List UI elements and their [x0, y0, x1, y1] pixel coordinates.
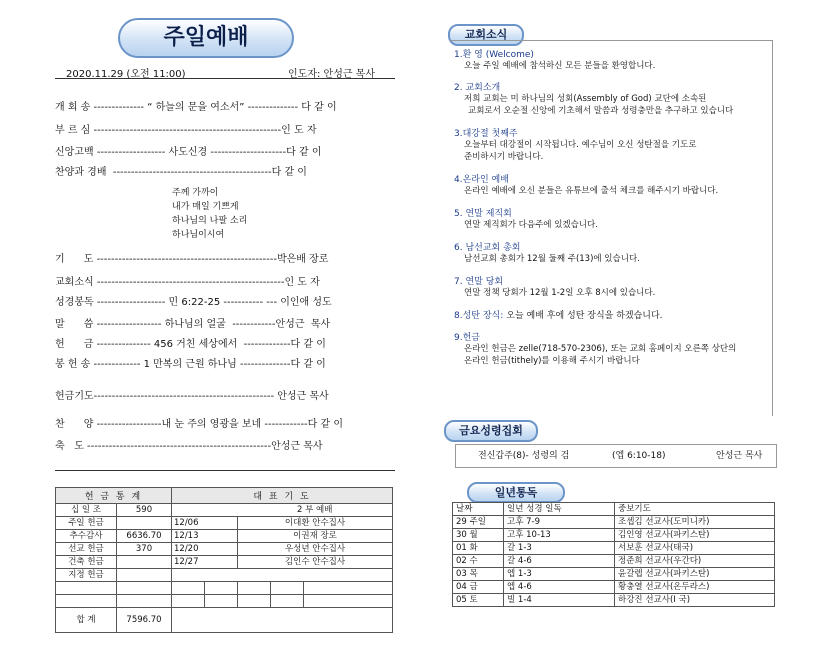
prayer-date: 12/27	[172, 556, 238, 569]
reading-col-header: 일년 성경 일독	[504, 503, 615, 516]
order-item: 말 씀 ------------------ 하나님의 얼굴 ------------안성근 목사	[55, 319, 331, 330]
news-item	[454, 126, 779, 163]
empty-cell	[172, 608, 393, 633]
empty-cell	[271, 582, 304, 595]
friday-preacher: 안성근 목사	[716, 451, 763, 461]
reading-cell: 30 월	[453, 529, 504, 542]
empty-cell	[271, 595, 304, 608]
order-item: 개 회 송 -------------- “ 하늘의 문을 여소서” -------------- 다 같 이	[55, 102, 337, 113]
praise-song: 주께 가까이	[172, 188, 219, 198]
reading-cell: 하강진 선교사(I 국)	[615, 594, 775, 607]
reading-cell: 윤갈렙 선교사(파키스탄)	[615, 568, 775, 581]
empty-cell	[205, 595, 238, 608]
news-body: 오늘 예배 후에 성탄 장식을 하겠습니다.	[506, 311, 663, 321]
news-body: 교회로서 오순절 신앙에 기초해서 말씀과 성령충만을 추구하고 있습니다	[468, 106, 734, 116]
table-row	[56, 582, 393, 595]
reading-cell: 01 화	[453, 542, 504, 555]
empty-cell	[172, 595, 205, 608]
reading-cell: 조셉김 선교사(도미니카)	[615, 516, 775, 529]
offering-label: 선교 헌금	[56, 543, 117, 556]
prayer-name: 이대환 안수집사	[238, 517, 393, 530]
reading-cell: 갈 4-6	[504, 555, 615, 568]
news-body: 온라인 헌금(tithely)를 이용해 주시기 바랍니다	[464, 356, 640, 366]
news-item	[454, 80, 779, 117]
order-item: 봉 헌 송 ------------- 1 만복의 근원 하나님 --------------다 같 이	[55, 359, 326, 370]
praise-songs	[172, 186, 247, 242]
reading-cell: 정준희 선교사(우간다)	[615, 555, 775, 568]
news-item	[454, 240, 779, 265]
offering-amount: 6636.70	[117, 530, 172, 543]
order-bottom-rule	[55, 470, 395, 471]
news-heading: 2. 교회소개	[454, 83, 501, 93]
news-body: 저희 교회는 미 하나님의 성회(Assembly of God) 교단에 소속된	[464, 94, 707, 104]
reading-cell: 빌 1-4	[504, 594, 615, 607]
praise-song: 하나님의 나팔 소리	[172, 216, 248, 226]
prayer-date: 12/13	[172, 530, 238, 543]
total-amount: 7596.70	[117, 608, 172, 633]
prayer-name: 우성년 안수집사	[238, 543, 393, 556]
news-item	[454, 308, 779, 321]
prayer-name: 김인수 안수집사	[238, 556, 393, 569]
empty-cell	[304, 595, 393, 608]
news-heading: 8.성탄 장식:	[454, 311, 504, 321]
reading-cell: 엡 4-6	[504, 581, 615, 594]
reading-cell: 04 금	[453, 581, 504, 594]
news-body: 남선교회 총회가 12월 둘째 주(13)에 있습니다.	[464, 254, 640, 264]
reading-row	[453, 542, 775, 555]
order-item: 축 도 ---------------------------------------------------안성근 목사	[55, 441, 323, 452]
empty-cell	[56, 595, 117, 608]
news-heading: 7. 연말 당회	[454, 277, 504, 287]
order-item: 헌 금 --------------- 456 거친 세상에서 -------------다 같 이	[55, 339, 326, 350]
offering-prayer-table	[55, 487, 393, 633]
reading-header-row	[453, 503, 775, 516]
reading-col-header: 중보기도	[615, 503, 775, 516]
reading-row	[453, 594, 775, 607]
news-item	[454, 172, 779, 197]
reading-cell: 29 주일	[453, 516, 504, 529]
header-rule	[55, 78, 395, 79]
news-body: 온라인 헌금은 zelle(718-570-2306), 또는 교회 홈페이지 오른쪽 상단의	[464, 344, 737, 354]
reading-col-header: 날짜	[453, 503, 504, 516]
service-leader: 인도자: 안성근 목사	[288, 69, 376, 80]
order-item: 교회소식 ----------------------------------------------------인 도 자	[55, 277, 320, 288]
news-body: 오늘 주일 예배에 참석하신 모든 분들을 환영합니다.	[464, 61, 656, 71]
news-body: 연말 제직회가 다음주에 있겠습니다.	[464, 220, 598, 230]
prayer-date	[172, 504, 238, 517]
offering-label: 주일 헌금	[56, 517, 117, 530]
offering-amount	[117, 556, 172, 569]
reading-cell: 갈 1-3	[504, 542, 615, 555]
news-heading: 5. 연말 제직회	[454, 209, 512, 219]
reading-cell: 김인영 선교사(파키스탄)	[615, 529, 775, 542]
offering-label: 추수감사	[56, 530, 117, 543]
prayer-name: 2 부 예배	[238, 504, 393, 517]
reading-row	[453, 581, 775, 594]
table-row	[56, 556, 393, 569]
offering-amount	[117, 517, 172, 530]
news-item	[454, 206, 779, 231]
news-title: 교회소식	[448, 24, 524, 46]
news-body: 준비하시기 바랍니다.	[464, 152, 544, 162]
order-item: 헌금기도-------------------------------------------------- 안성근 목사	[55, 391, 329, 402]
news-item	[454, 274, 779, 299]
news-item	[454, 47, 779, 72]
news-body: 온라인 예배에 오신 분들은 유튜브에 출석 체크를 해주시기 바랍니다.	[464, 186, 719, 196]
reading-row	[453, 568, 775, 581]
reading-cell: 엡 1-3	[504, 568, 615, 581]
news-body: 오늘부터 대강절이 시작됩니다. 예수님이 오신 성탄절을 기도로	[464, 140, 697, 150]
service-date: 2020.11.29 (오전 11:00)	[66, 69, 186, 80]
news-heading: 9.헌금	[454, 333, 480, 343]
reading-cell: 03 목	[453, 568, 504, 581]
prayer-name: 이권재 장로	[238, 530, 393, 543]
reading-cell: 고후 10-13	[504, 529, 615, 542]
offering-header: 헌 금 통 계	[56, 488, 172, 504]
offering-label: 십 일 조	[56, 504, 117, 517]
table-row	[56, 517, 393, 530]
table-row	[56, 504, 393, 517]
news-item	[454, 330, 779, 367]
reading-row	[453, 516, 775, 529]
news-heading: 6. 남선교회 총회	[454, 243, 521, 253]
offering-amount: 590	[117, 504, 172, 517]
reading-title: 일년통독	[467, 482, 565, 503]
reading-cell: 고후 7-9	[504, 516, 615, 529]
reading-cell: 황충열 선교사(온두라스)	[615, 581, 775, 594]
order-item: 찬양과 경배 --------------------------------------------다 같 이	[55, 167, 307, 178]
news-heading: 1.환 영 (Welcome)	[454, 50, 534, 60]
empty-cell	[205, 582, 238, 595]
empty-cell	[56, 582, 117, 595]
order-item: 찬 양 ------------------내 눈 주의 영광을 보네 ------------다 같 이	[55, 419, 343, 430]
table-row	[56, 530, 393, 543]
friday-ref: (엡 6:10-18)	[612, 451, 666, 461]
reading-table	[452, 502, 775, 607]
reading-row	[453, 529, 775, 542]
empty-cell	[172, 582, 205, 595]
friday-box	[455, 444, 777, 468]
order-item: 기 도 --------------------------------------------------박은배 장로	[55, 254, 329, 265]
empty-cell	[238, 595, 271, 608]
prayer-date: 12/20	[172, 543, 238, 556]
offering-label: 지정 헌금	[56, 569, 117, 582]
friday-topic: 전신갑주(8)- 성령의 검	[478, 451, 570, 461]
reading-cell: 02 수	[453, 555, 504, 568]
prayer-header: 대 표 기 도	[172, 488, 393, 504]
praise-song: 하나님이시여	[172, 230, 225, 240]
offering-label: 건축 헌금	[56, 556, 117, 569]
reading-row	[453, 555, 775, 568]
total-row	[56, 608, 393, 633]
news-list	[454, 47, 779, 367]
page-title: 주일예배	[118, 18, 294, 58]
empty-cell	[304, 582, 393, 595]
offering-amount	[117, 569, 172, 582]
offering-amount: 370	[117, 543, 172, 556]
table-row	[56, 569, 393, 582]
praise-song: 내가 매일 기쁘게	[172, 202, 239, 212]
order-item: 성경봉독 ------------------- 민 6:22-25 ----------- --- 이인애 성도	[55, 297, 332, 308]
table-row	[56, 595, 393, 608]
order-item: 부 르 심 ----------------------------------------------------인 도 자	[55, 125, 317, 136]
empty-cell	[117, 595, 172, 608]
order-item: 신앙고백 ------------------- 사도신경 ---------------------다 같 이	[55, 147, 322, 158]
empty-cell	[238, 582, 271, 595]
news-heading: 3.대강절 첫째주	[454, 129, 518, 139]
friday-title: 금요성령집회	[444, 420, 538, 442]
news-body: 연말 정책 당회가 12월 1-2일 오후 8시에 있습니다.	[464, 288, 656, 298]
total-label: 합 계	[56, 608, 117, 633]
news-heading: 4.온라인 예배	[454, 175, 509, 185]
reading-cell: 05 토	[453, 594, 504, 607]
empty-cell	[172, 569, 393, 582]
prayer-date: 12/06	[172, 517, 238, 530]
reading-cell: 서보훈 선교사(태국)	[615, 542, 775, 555]
empty-cell	[117, 582, 172, 595]
table-row	[56, 543, 393, 556]
